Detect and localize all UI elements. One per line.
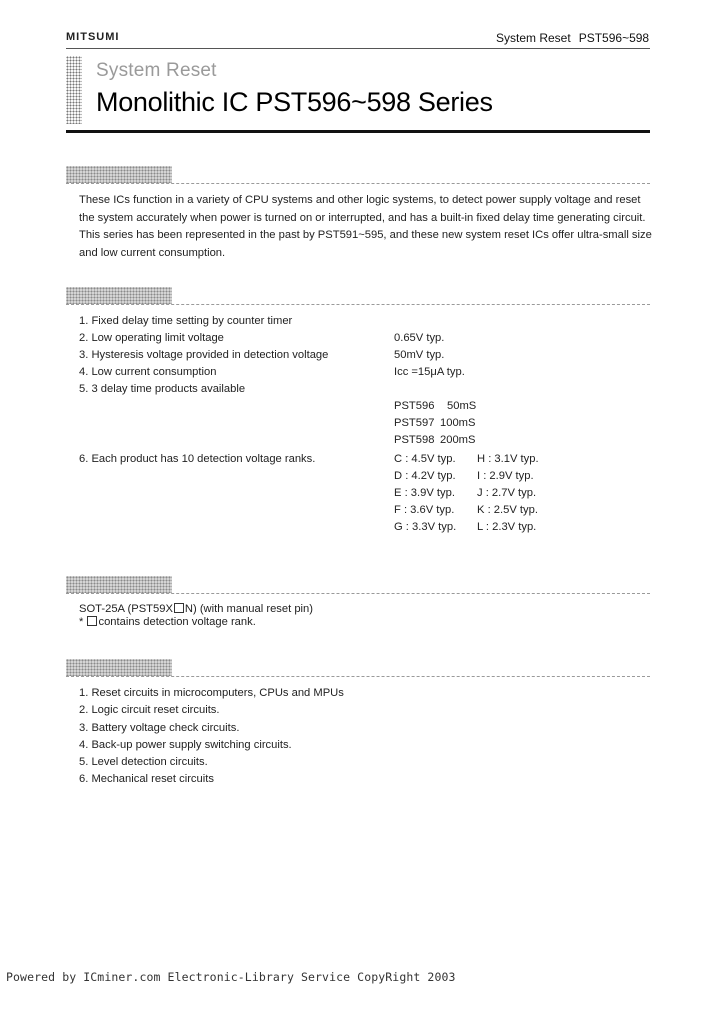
rank-left: D : 4.2V typ. <box>394 470 456 482</box>
rank-right: L : 2.3V typ. <box>477 521 537 533</box>
applications-heading-block <box>66 659 172 676</box>
rank-box-icon <box>174 603 184 613</box>
feature-item-4: 4. Low current consumption <box>79 366 217 378</box>
title-rule <box>66 130 650 133</box>
rank-left: F : 3.6V typ. <box>394 504 455 516</box>
feature-item-2-value: 0.65V typ. <box>394 332 445 344</box>
rank-right: I : 2.9V typ. <box>477 470 534 482</box>
header-rule <box>66 48 650 49</box>
rank-left: E : 3.9V typ. <box>394 487 455 499</box>
feature-item-3-value: 50mV typ. <box>394 349 445 361</box>
outline-text: These ICs function in a variety of CPU systems and other logic systems, to detect power supply voltage and reset the system accurately when power is turned on or interrupted, and has a built-in fixed delay time generating circuit. This series has been represented in the past by PST591~595, and these new system reset ICs offer ultra-small size and low current consumption. <box>79 194 652 259</box>
delay-product-delay: 100mS <box>440 417 476 429</box>
rank-left: G : 3.3V typ. <box>394 521 457 533</box>
delay-product-part: PST598 <box>394 434 435 446</box>
feature-item-1: 1. Fixed delay time setting by counter timer <box>79 315 293 327</box>
application-item: 2. Logic circuit reset circuits. <box>79 704 220 716</box>
delay-product-part: PST597 <box>394 417 435 429</box>
package-heading-block <box>66 576 172 593</box>
delay-product-part: PST596 <box>394 400 435 412</box>
rank-right: J : 2.7V typ. <box>477 487 537 499</box>
page-subtitle: System Reset <box>96 60 217 81</box>
outline-heading-block <box>66 166 172 183</box>
application-item: 5. Level detection circuits. <box>79 756 208 768</box>
package-line-2 <box>79 614 256 632</box>
header-part-range: PST596~598 <box>578 31 650 45</box>
rank-left: C : 4.5V typ. <box>394 453 456 465</box>
applications-divider <box>66 676 650 677</box>
delay-product-delay: 200mS <box>440 434 476 446</box>
feature-item-2: 2. Low operating limit voltage <box>79 332 224 344</box>
page-title: Monolithic IC PST596~598 Series <box>96 87 493 117</box>
features-heading-block <box>66 287 172 304</box>
feature-item-6: 6. Each product has 10 detection voltage ranks. <box>79 453 316 465</box>
delay-product-delay: 50mS <box>447 400 477 412</box>
footer-copyright: Powered by ICminer.com Electronic-Library Service CopyRight 2003 <box>6 970 456 984</box>
package-line-1-pre: SOT-25A (PST59 <box>79 603 166 615</box>
package-line-1-post: N) (with manual reset pin) <box>184 603 313 615</box>
rank-right: K : 2.5V typ. <box>477 504 538 516</box>
features-divider <box>66 304 650 305</box>
application-item: 1. Reset circuits in microcomputers, CPUs and MPUs <box>79 687 344 699</box>
rank-box-icon <box>87 616 97 626</box>
feature-item-5: 5. 3 delay time products available <box>79 383 246 395</box>
feature-item-3: 3. Hysteresis voltage provided in detection voltage <box>79 349 329 361</box>
application-item: 6. Mechanical reset circuits <box>79 773 214 785</box>
package-x-mark: X <box>165 603 173 615</box>
application-item: 3. Battery voltage check circuits. <box>79 722 240 734</box>
brand-logo: MITSUMI <box>66 31 120 43</box>
header-category-label: System Reset <box>496 31 571 45</box>
rank-right: H : 3.1V typ. <box>477 453 539 465</box>
outline-divider <box>66 183 650 184</box>
header-category <box>496 31 649 45</box>
package-line-2-pre: * <box>79 616 87 628</box>
feature-item-4-value: Icc =15μA typ. <box>394 366 465 378</box>
package-divider <box>66 593 650 594</box>
package-line-2-post: contains detection voltage rank. <box>98 616 256 628</box>
application-item: 4. Back-up power supply switching circuits. <box>79 739 292 751</box>
title-dot-bar <box>66 56 82 124</box>
